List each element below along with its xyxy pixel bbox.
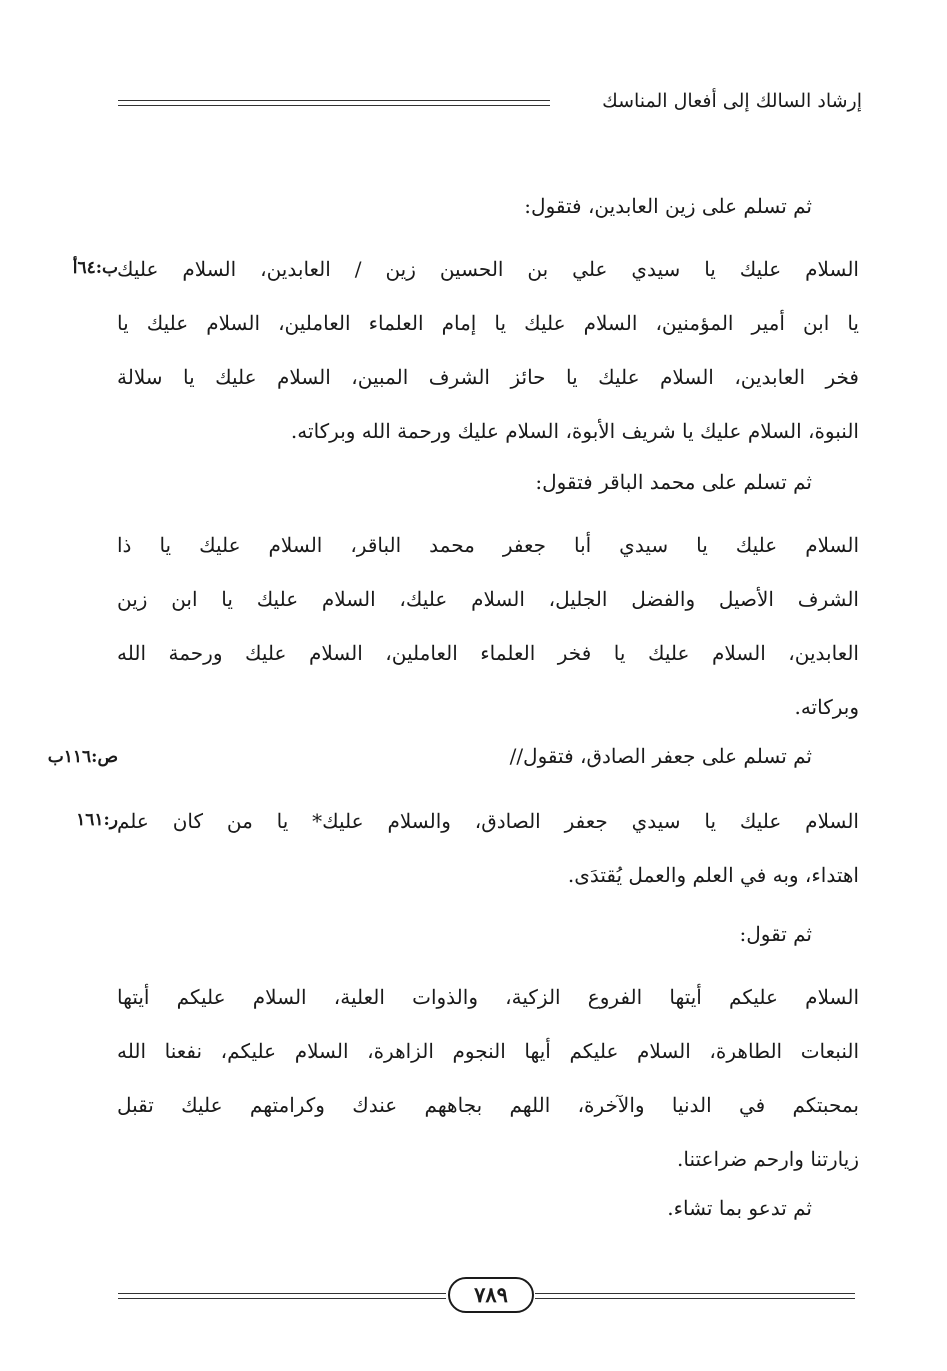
section-intro: ثم تسلم على زين العابدين، فتقول: — [524, 194, 812, 218]
text-line: الشرف الأصيل والفضل الجليل، السلام عليك، السلام عليك يا ابن زين — [117, 587, 859, 611]
text-line: النبعات الطاهرة، السلام عليكم أيها النجوم الزاهرة، السلام عليكم، نفعنا الله — [117, 1039, 860, 1063]
footer-rule-right — [535, 1293, 855, 1299]
salutation-paragraph — [117, 518, 859, 734]
section-intro: ثم تسلم على جعفر الصادق، فتقول// — [509, 744, 812, 768]
margin-note-manuscript-ref: ر:١٦١ — [76, 810, 118, 830]
text-line: وبركاته. — [794, 695, 859, 719]
text-line: فخر العابدين، السلام عليك يا حائز الشرف المبين، السلام عليك يا سلالة — [117, 365, 859, 389]
section-intro: ثم تسلم على محمد الباقر فتقول: — [535, 470, 812, 494]
text-line: النبوة، السلام عليك يا شريف الأبوة، السلام عليك ورحمة الله وبركاته. — [290, 419, 859, 443]
salutation-paragraph — [117, 242, 859, 458]
text-line: اهتداء، وبه في العلم والعمل يُقتدَى. — [567, 863, 859, 887]
salutation-paragraph — [117, 794, 859, 902]
section-intro: ثم تدعو بما تشاء. — [667, 1196, 812, 1220]
text-line: السلام عليك يا سيدي علي بن الحسين زين / العابدين، السلام عليك — [117, 257, 859, 281]
text-line: السلام عليك يا سيدي جعفر الصادق، والسلام عليك* يا من كان علم — [117, 809, 859, 833]
text-line: السلام عليكم أيتها الفروع الزكية، والذوات العلية، السلام عليكم أيتها — [117, 985, 859, 1009]
text-line: السلام عليك يا سيدي أبا جعفر محمد الباقر، السلام عليك يا ذا — [117, 533, 859, 557]
margin-note-manuscript-ref: ص:١١٦ب — [47, 747, 118, 767]
running-header-title: إرشاد السالك إلى أفعال المناسك — [602, 90, 862, 112]
text-line: يا ابن أمير المؤمنين، السلام عليك يا إمام العلماء العاملين، السلام عليك يا — [117, 311, 859, 335]
salutation-paragraph — [117, 970, 859, 1186]
footer-rule-left — [118, 1293, 446, 1299]
text-line: بمحبتكم في الدنيا والآخرة، اللهم بجاههم عندك وكرامتهم عليك تقبل — [117, 1093, 859, 1117]
text-line: العابدين، السلام عليك يا فخر العلماء العاملين، السلام عليك ورحمة الله — [117, 641, 859, 665]
page-number: ٧٨٩ — [448, 1277, 534, 1313]
text-line: زيارتنا وارحم ضراعتنا. — [677, 1147, 859, 1171]
margin-note-manuscript-ref: ب:٦٤أ — [72, 258, 118, 278]
section-intro: ثم تقول: — [739, 922, 812, 946]
header-rule — [118, 100, 550, 106]
